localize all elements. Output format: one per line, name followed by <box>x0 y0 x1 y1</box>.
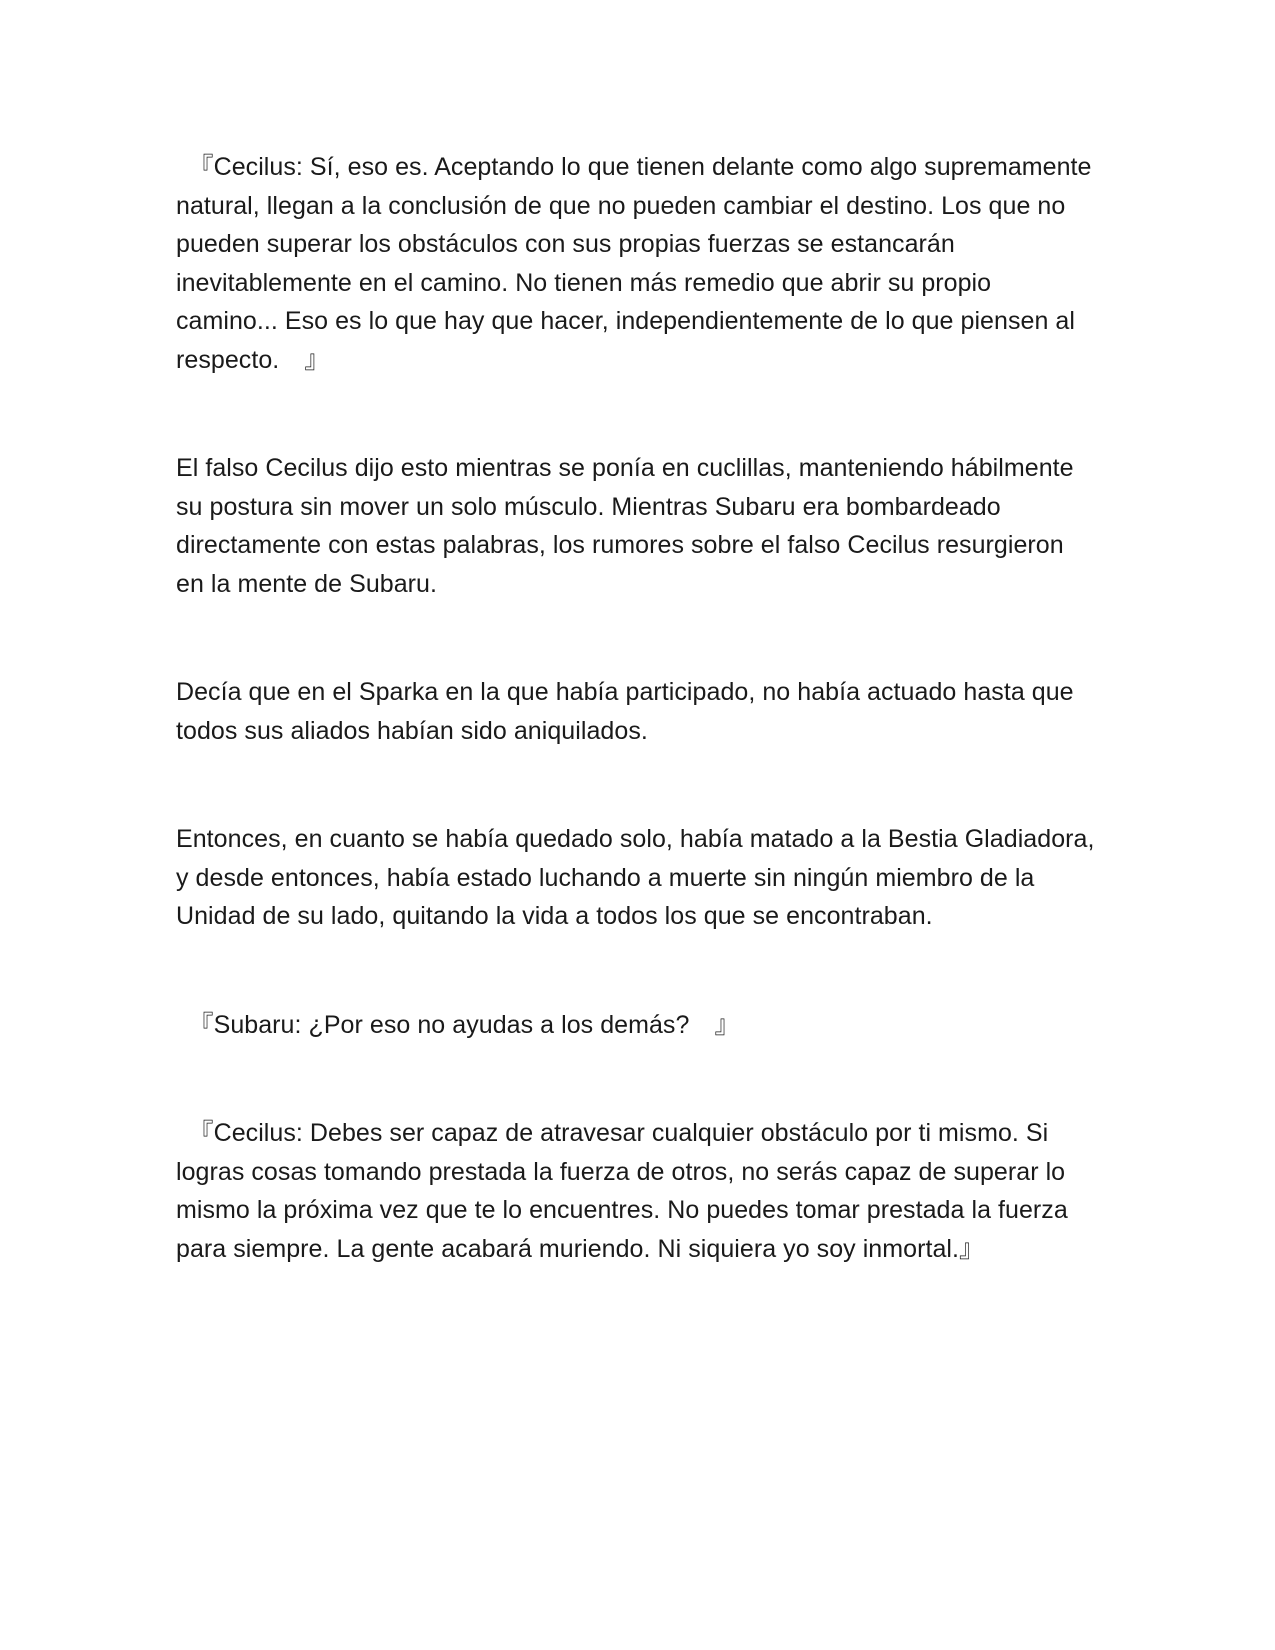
paragraph-narration-3: Entonces, en cuanto se había quedado solo, había matado a la Bestia Gladiadora, y desde entonces, había estado luchando a muerte sin ningún miembro de la Unidad de su lado, quitando la vida a todos los que se encontraban. <box>176 825 1095 930</box>
document-body <box>176 148 1096 1268</box>
paragraph-narration-1: El falso Cecilus dijo esto mientras se ponía en cuclillas, manteniendo hábilmente su postura sin mover un solo músculo. Mientras Subaru era bombardeado directamente con estas palabras, los rumores sobre el falso Cecilus resurgieron en la mente de Subaru. <box>176 454 1074 598</box>
paragraph-cecilus-dialogue-1: 『Cecilus: Sí, eso es. Aceptando lo que tienen delante como algo supremamente natural, llegan a la conclusión de que no pueden cambiar el destino. Los que no pueden superar los obstáculos con sus propias fuerzas se estancarán inevitablemente en el camino. No tienen más remedio que abrir su propio camino... Eso es lo que hay que hacer, independientemente de lo que piensen al respecto. 』 <box>176 153 1092 374</box>
paragraph-subaru-dialogue: 『Subaru: ¿Por eso no ayudas a los demás? 』 <box>176 1010 740 1039</box>
paragraph-narration-2: Decía que en el Sparka en la que había participado, no había actuado hasta que todos sus aliados habían sido aniquilados. <box>176 678 1074 745</box>
paragraph-cecilus-dialogue-2: 『Cecilus: Debes ser capaz de atravesar cualquier obstáculo por ti mismo. Si logras cosas tomando prestada la fuerza de otros, no serás capaz de superar lo mismo la próxima vez que te lo encuentres. No puedes tomar prestada la fuerza para siempre. La gente acabará muriendo. Ni siquiera yo soy inmortal.』 <box>176 1119 1068 1263</box>
